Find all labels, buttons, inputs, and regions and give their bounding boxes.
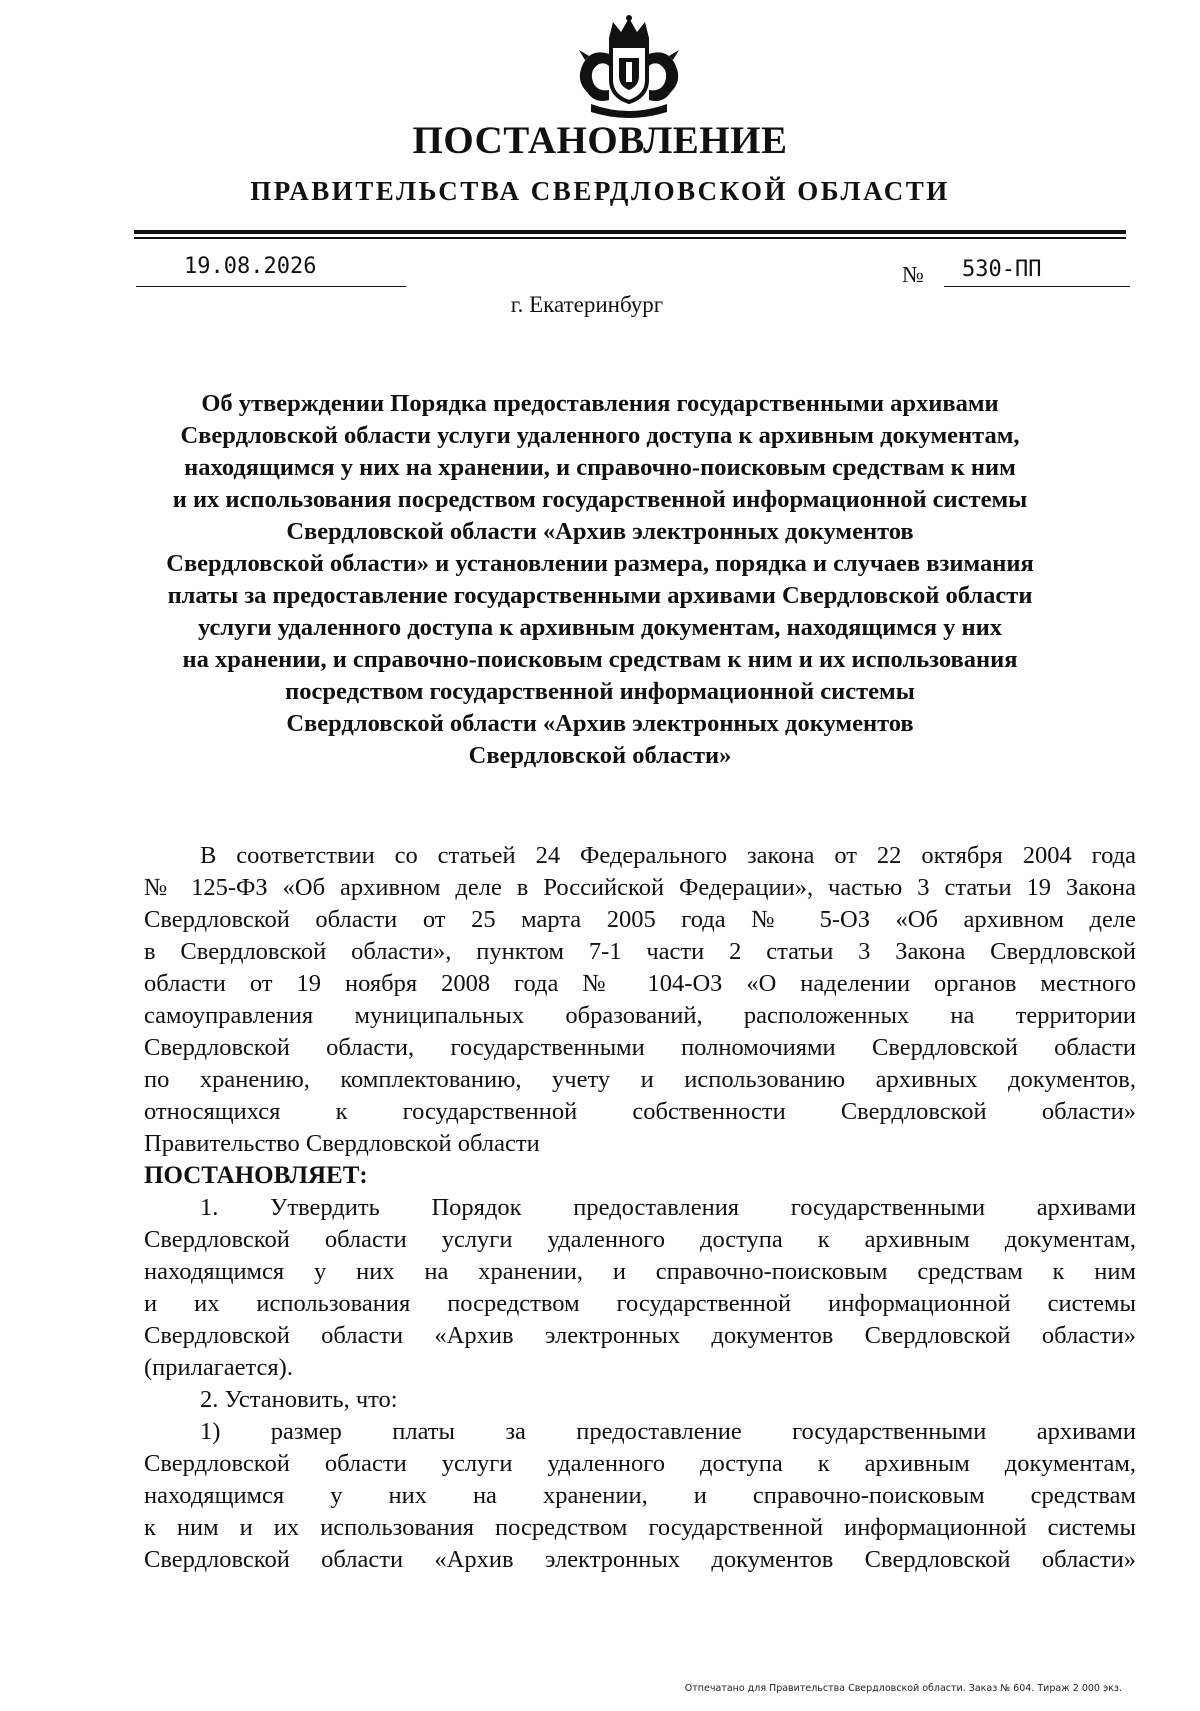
document-date: 19.08.2026 [184,254,317,279]
heading-line: платы за предоставление государственными архивами Свердловской области [167,582,1033,609]
body-line: Свердловской области «Архив электронных документов Свердловской области» [144,1546,1136,1573]
document-heading [120,388,1080,772]
document-city: г. Екатеринбург [510,292,664,317]
number-label: № [902,262,924,287]
body-line: 2. Установить, что: [200,1386,398,1413]
body-line: по хранению, комплектованию, учету и использованию архивных документов, [144,1066,1136,1093]
body-line: Правительство Свердловской области [144,1130,540,1157]
heading-line: услуги удаленного доступа к архивным документам, находящимся у них [197,614,1003,641]
heading-line: Свердловской области «Архив электронных документов [286,710,914,737]
body-line: 1) размер платы за предоставление государственными архивами [200,1418,1136,1445]
header-rule-thick [134,230,1126,234]
body-line: находящимся у них на хранении, и справочно-поисковым средствам к ним [144,1258,1136,1285]
document-title: ПОСТАНОВЛЕНИЕ [412,119,788,162]
document-body [144,840,1136,1576]
body-line: (прилагается). [144,1354,293,1381]
body-line: Свердловской области услуги удаленного доступа к архивным документам, [144,1450,1136,1477]
body-line: Свердловской области услуги удаленного доступа к архивным документам, [144,1226,1136,1253]
body-line: № 125-ФЗ «Об архивном деле в Российской Федерации», частью 3 статьи 19 Закона [144,874,1136,901]
heading-line: Свердловской области» [468,742,732,769]
document-subtitle: ПРАВИТЕЛЬСТВА СВЕРДЛОВСКОЙ ОБЛАСТИ [250,176,950,206]
body-line: В соответствии со статьей 24 Федерального закона от 22 октября 2004 года [200,842,1136,869]
body-line: относящихся к государственной собственности Свердловской области» [144,1098,1136,1125]
resolves-heading: ПОСТАНОВЛЯЕТ: [144,1162,368,1189]
print-footer: Отпечатано для Правительства Свердловской области. Заказ № 604. Тираж 2 000 экз. [684,1683,1122,1694]
heading-line: Об утверждении Порядка предоставления государственными архивами [201,390,999,417]
coat-of-arms-icon [569,14,689,120]
heading-line: находящимся у них на хранении, и справочно-поисковым средствам к ним [184,454,1016,481]
heading-line: Свердловской области услуги удаленного доступа к архивным документам, [180,422,1020,449]
body-line: самоуправления муниципальных образований, расположенных на территории [144,1002,1136,1029]
body-line: Свердловской области от 25 марта 2005 года № 5-ОЗ «Об архивном деле [144,906,1136,933]
body-line: находящимся у них на хранении, и справочно-поисковым средствам [144,1482,1136,1509]
header-rule-thin [134,237,1126,239]
body-line: Свердловской области, государственными полномочиями Свердловской области [144,1034,1136,1061]
number-field [944,256,1130,287]
document-number: 530-ПП [962,257,1042,282]
date-field [136,254,406,287]
body-line: Свердловской области «Архив электронных документов Свердловской области» [144,1322,1136,1349]
body-line: области от 19 ноября 2008 года № 104-ОЗ «О наделении органов местного [144,970,1136,997]
heading-line: Свердловской области «Архив электронных документов [286,518,914,545]
heading-line: Свердловской области» и установлении размера, порядка и случаев взимания [166,550,1034,577]
heading-line: на хранении, и справочно-поисковым средствам к ним и их использования [182,646,1018,673]
heading-line: и их использования посредством государственной информационной системы [172,486,1028,513]
body-line: к ним и их использования посредством государственной информационной системы [144,1514,1136,1541]
body-line: в Свердловской области», пунктом 7-1 части 2 статьи 3 Закона Свердловской [144,938,1136,965]
body-line: и их использования посредством государственной информационной системы [144,1290,1136,1317]
body-line: 1. Утвердить Порядок предоставления государственными архивами [200,1194,1136,1221]
heading-line: посредством государственной информационной системы [285,678,915,705]
